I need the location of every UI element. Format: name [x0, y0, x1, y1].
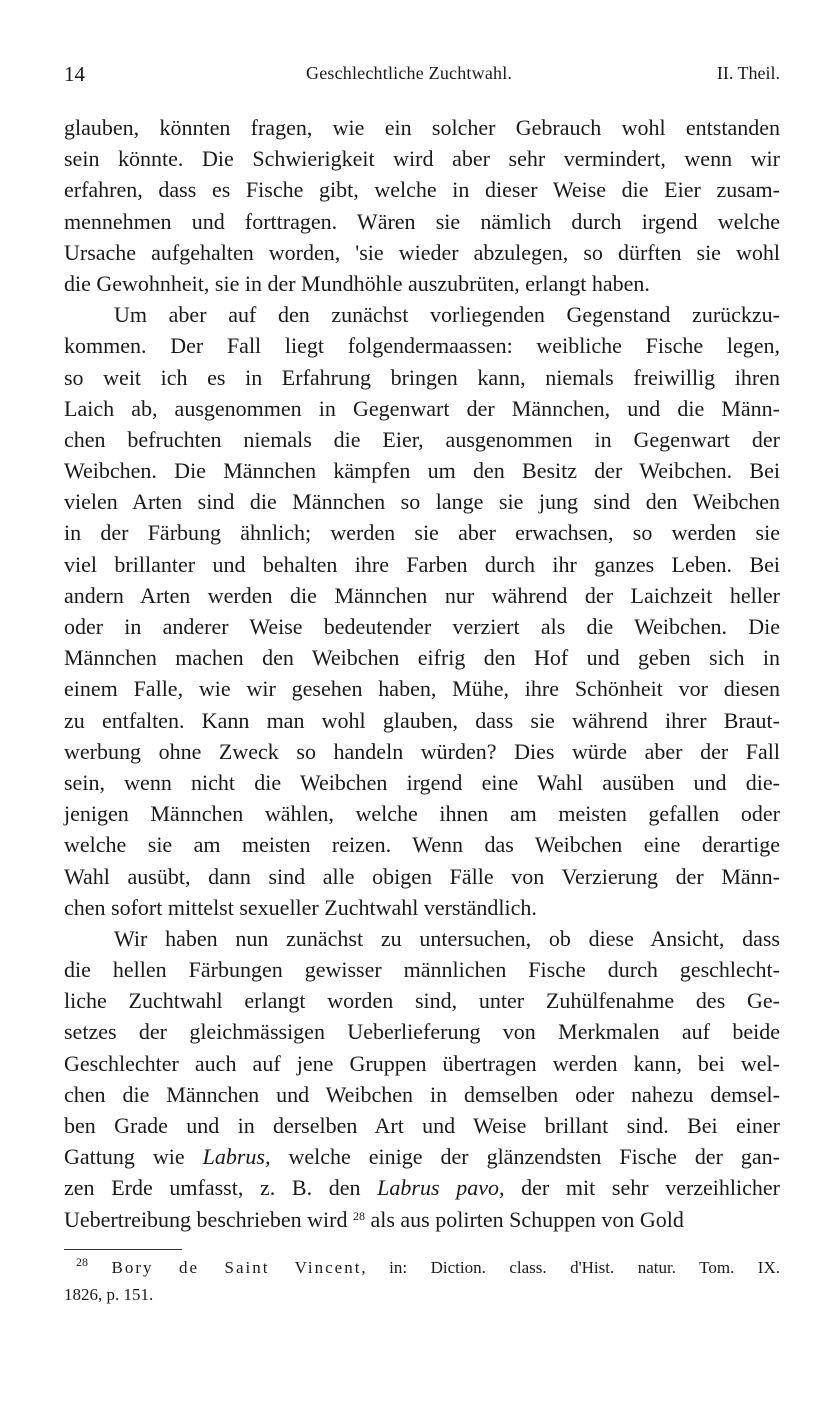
text-line: chen sofort mittelst sexueller Zuchtwahl verständlich.	[64, 894, 537, 920]
text-line: jenigen Männchen wählen, welche ihnen am meisten gefallen oder	[64, 801, 780, 827]
text-line: Laich ab, ausgenommen in Gegenwart der Männchen, und die Männ-	[64, 395, 780, 421]
text-line: kommen. Der Fall liegt folgendermaassen: weibliche Fische legen,	[64, 333, 780, 359]
text-line: Wir haben nun zunächst zu untersuchen, ob diese Ansicht, dass	[114, 925, 780, 951]
footnotes	[64, 1254, 780, 1308]
paragraph	[64, 112, 780, 299]
page-number: 14	[64, 62, 85, 86]
text-line: Wahl ausübt, dann sind alle obigen Fälle von Verzierung der Männ-	[64, 863, 780, 889]
running-title: Geschlechtliche Zuchtwahl.	[306, 63, 513, 83]
text-line: welche sie am meisten reizen. Wenn das Weibchen eine derartige	[64, 832, 780, 858]
text-line: zu entfalten. Kann man wohl glauben, dass sie während ihrer Braut-	[64, 707, 780, 733]
text-line: die Gewohnheit, sie in der Mundhöhle auszubrüten, erlangt haben.	[64, 270, 650, 296]
footnote-marker: 28	[76, 1254, 88, 1269]
footnote-line	[64, 1254, 780, 1281]
text-line: sein, wenn nicht die Weibchen irgend eine Wahl ausüben und die-	[64, 769, 780, 795]
text-line: vielen Arten sind die Männchen so lange sie jung sind den Weibchen	[64, 489, 780, 515]
text-line: so weit ich es in Erfahrung bringen kann, niemals freiwillig ihren	[64, 364, 780, 390]
text-line: sein könnte. Die Schwierigkeit wird aber sehr vermindert, wenn wir	[64, 146, 780, 172]
text-line: viel brillanter und behalten ihre Farben durch ihr ganzes Leben. Bei	[64, 551, 780, 577]
text-line: Ursache aufgehalten worden, 'sie wieder abzulegen, so dürften sie wohl	[64, 239, 780, 265]
footnote-citation: , in: Diction. class. d'Hist. natur. Tom. IX.	[361, 1257, 780, 1277]
text-line: einem Falle, wie wir gesehen haben, Mühe, ihre Schönheit vor diesen	[64, 676, 780, 702]
text-line: chen befruchten niemals die Eier, ausgenommen in Gegenwart der	[64, 426, 780, 452]
text-line: Geschlechter auch auf jene Gruppen übertragen werden kann, bei wel-	[64, 1050, 780, 1076]
text-line: in der Färbung ähnlich; werden sie aber erwachsen, so werden sie	[64, 520, 780, 546]
text-line: Weibchen. Die Männchen kämpfen um den Besitz der Weibchen. Bei	[64, 458, 780, 484]
body-text	[64, 112, 780, 1235]
book-page	[64, 58, 780, 1308]
footnote-divider	[64, 1249, 182, 1250]
text-line: Uebertreibung beschrieben wird $^{28}$ als aus polirten Schuppen von Gold	[64, 1206, 684, 1232]
text-line: die hellen Färbungen gewisser männlichen Fische durch geschlecht-	[64, 957, 780, 983]
text-line: Gattung wie Labrus, welche einige der glänzendsten Fische der gan-	[64, 1144, 780, 1170]
text-line: Um aber auf den zunächst vorliegenden Gegenstand zurückzu-	[114, 302, 780, 328]
text-line: zen Erde umfasst, z. B. den Labrus pavo, der mit sehr verzeihlicher	[64, 1175, 781, 1201]
footnote-author: Bory de Saint Vincent	[111, 1257, 362, 1277]
text-line: setzes der gleichmässigen Ueberlieferung von Merkmalen auf beide	[64, 1019, 780, 1045]
text-line: andern Arten werden die Männchen nur während der Laichzeit heller	[64, 582, 780, 608]
page-header	[64, 58, 780, 94]
text-line: erfahren, dass es Fische gibt, welche in dieser Weise die Eier zusam-	[64, 177, 780, 203]
text-line: Männchen machen den Weibchen eifrig den Hof und geben sich in	[64, 645, 780, 671]
text-line: chen die Männchen und Weibchen in demselben oder nahezu demsel-	[64, 1081, 780, 1107]
paragraph	[64, 923, 780, 1235]
text-line: glauben, könnten fragen, wie ein solcher Gebrauch wohl entstanden	[64, 115, 780, 140]
paragraph	[64, 299, 780, 923]
text-line: oder in anderer Weise bedeutender verziert als die Weibchen. Die	[64, 614, 780, 639]
text-line: ben Grade und in derselben Art und Weise brillant sind. Bei einer	[64, 1113, 780, 1138]
text-line: werbung ohne Zweck so handeln würden? Dies würde aber der Fall	[64, 738, 780, 764]
text-line: mennehmen und forttragen. Wären sie nämlich durch irgend welche	[64, 208, 780, 234]
text-line: liche Zuchtwahl erlangt worden sind, unter Zuhülfenahme des Ge-	[64, 988, 780, 1014]
part-label: II. Theil.	[716, 63, 780, 83]
footnote-line: 1826, p. 151.	[64, 1284, 154, 1304]
